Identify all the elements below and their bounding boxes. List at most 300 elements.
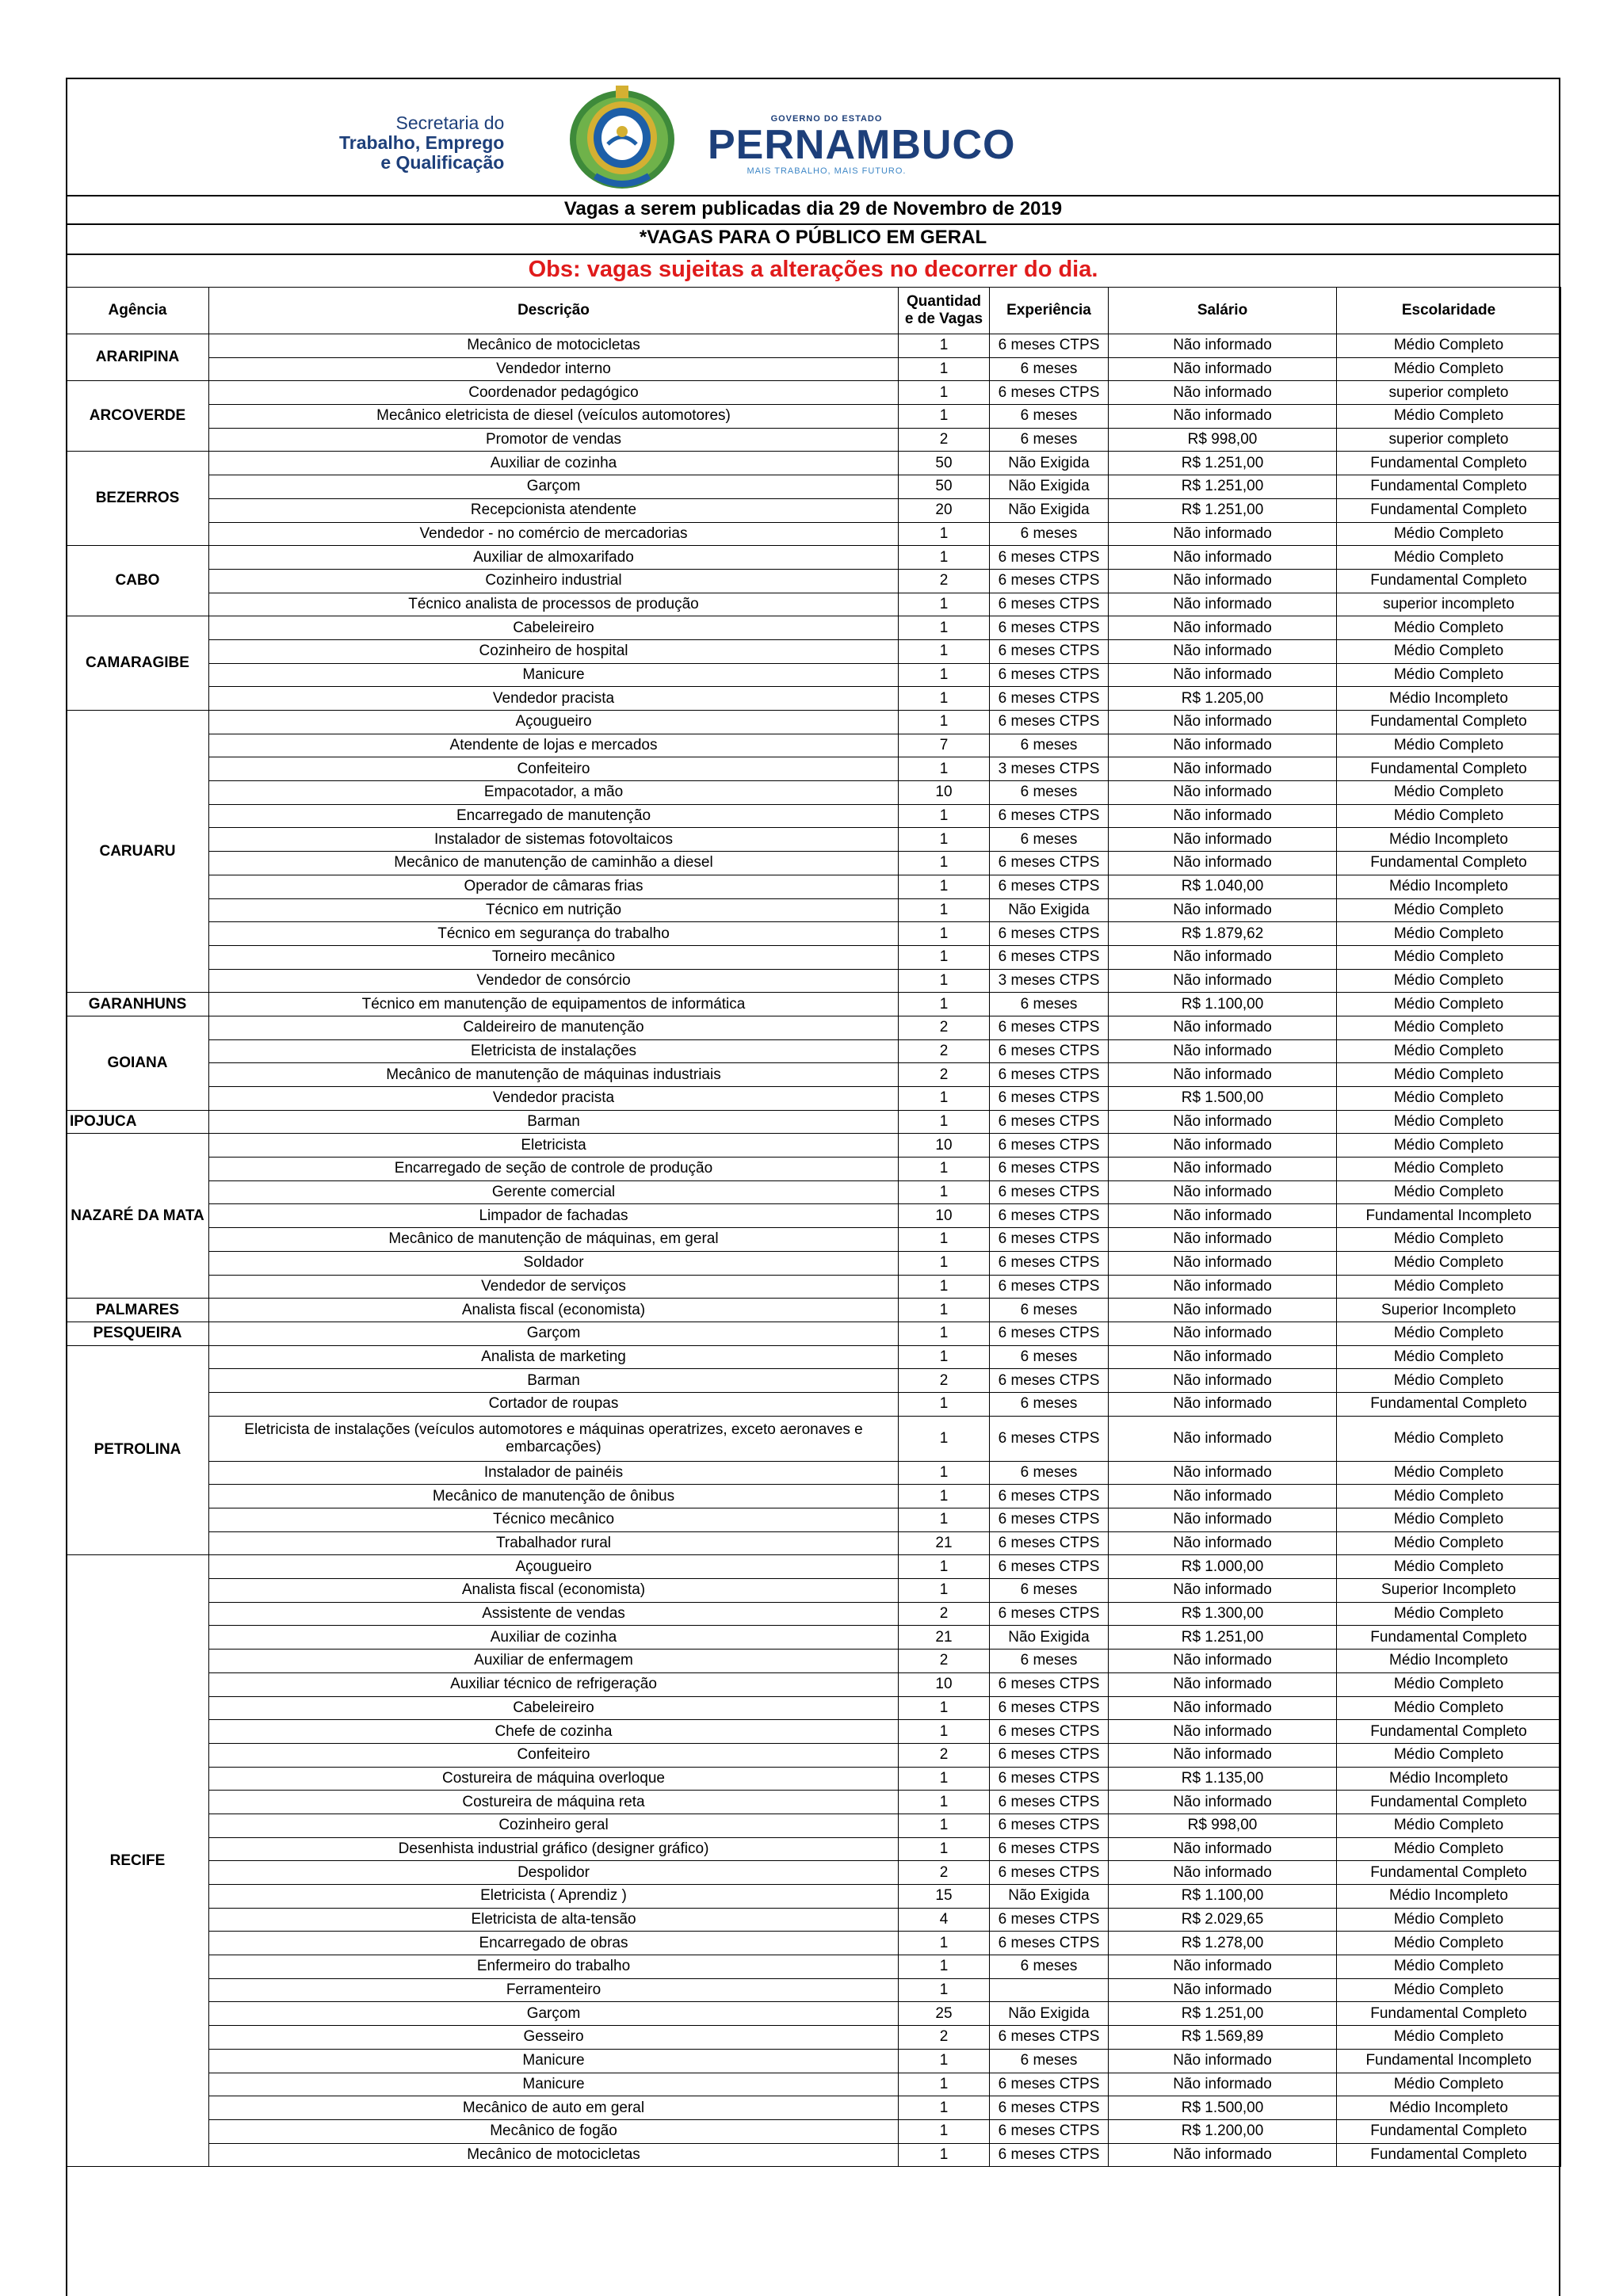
- descricao-cell: Garçom: [209, 475, 899, 499]
- escolaridade-cell: Médio Completo: [1337, 1955, 1561, 1979]
- table-row: [67, 1672, 1561, 1696]
- descricao-cell: Encarregado de obras: [209, 1932, 899, 1955]
- table-row: [67, 1626, 1561, 1650]
- escolaridade-cell: Fundamental Completo: [1337, 711, 1561, 734]
- escolaridade-cell: Médio Completo: [1337, 1461, 1561, 1485]
- salario-cell: R$ 1.000,00: [1109, 1555, 1337, 1579]
- descricao-cell: Ferramenteiro: [209, 1978, 899, 2002]
- table-row: [67, 993, 1561, 1016]
- quantidade-cell: 7: [899, 734, 990, 757]
- salario-cell: Não informado: [1109, 2073, 1337, 2096]
- descricao-cell: Encarregado de seção de controle de produção: [209, 1158, 899, 1181]
- quantidade-cell: 10: [899, 1204, 990, 1228]
- quantidade-cell: 1: [899, 922, 990, 946]
- salario-cell: Não informado: [1109, 1508, 1337, 1532]
- salario-cell: R$ 1.569,89: [1109, 2026, 1337, 2050]
- descricao-cell: Recepcionista atendente: [209, 498, 899, 522]
- experiencia-cell: 6 meses CTPS: [990, 1837, 1109, 1861]
- descricao-cell: Limpador de fachadas: [209, 1204, 899, 1228]
- quantidade-cell: 1: [899, 2119, 990, 2143]
- salario-cell: Não informado: [1109, 1345, 1337, 1369]
- experiencia-cell: 6 meses CTPS: [990, 1369, 1109, 1393]
- table-row: [67, 2026, 1561, 2050]
- salario-cell: Não informado: [1109, 898, 1337, 922]
- quantidade-cell: 1: [899, 1110, 990, 1134]
- quantidade-cell: 2: [899, 1743, 990, 1767]
- experiencia-cell: 6 meses: [990, 405, 1109, 429]
- quantidade-cell: 1: [899, 2143, 990, 2167]
- experiencia-cell: 6 meses CTPS: [990, 1158, 1109, 1181]
- escolaridade-cell: Médio Completo: [1337, 781, 1561, 805]
- escolaridade-cell: Fundamental Completo: [1337, 452, 1561, 475]
- agencia-cell: PETROLINA: [67, 1345, 209, 1555]
- table-row: [67, 1299, 1561, 1322]
- escolaridade-cell: Médio Completo: [1337, 1087, 1561, 1111]
- descricao-cell: Chefe de cozinha: [209, 1720, 899, 1744]
- experiencia-cell: 6 meses CTPS: [990, 1416, 1109, 1461]
- table-row: [67, 804, 1561, 828]
- experiencia-cell: 6 meses: [990, 522, 1109, 546]
- salario-cell: Não informado: [1109, 1204, 1337, 1228]
- descricao-cell: Analista fiscal (economista): [209, 1579, 899, 1603]
- experiencia-cell: 6 meses CTPS: [990, 1861, 1109, 1885]
- escolaridade-cell: superior incompleto: [1337, 593, 1561, 616]
- secretaria-line1: Secretaria do: [395, 113, 505, 133]
- quantidade-cell: 4: [899, 1908, 990, 1932]
- descricao-cell: Barman: [209, 1110, 899, 1134]
- escolaridade-cell: Médio Completo: [1337, 1508, 1561, 1532]
- descricao-cell: Açougueiro: [209, 1555, 899, 1579]
- escolaridade-cell: Fundamental Completo: [1337, 1626, 1561, 1650]
- table-row: [67, 1087, 1561, 1111]
- experiencia-cell: 6 meses CTPS: [990, 1672, 1109, 1696]
- descricao-cell: Manicure: [209, 2073, 899, 2096]
- agencia-cell: RECIFE: [67, 1555, 209, 2167]
- salario-cell: Não informado: [1109, 1110, 1337, 1134]
- table-row: [67, 1228, 1561, 1252]
- experiencia-cell: 6 meses CTPS: [990, 945, 1109, 969]
- descricao-cell: Cabeleireiro: [209, 1696, 899, 1720]
- table-row: [67, 875, 1561, 898]
- table-row: [67, 1392, 1561, 1416]
- experiencia-cell: 6 meses CTPS: [990, 1814, 1109, 1837]
- escolaridade-cell: Fundamental Completo: [1337, 1392, 1561, 1416]
- quantidade-cell: 1: [899, 1251, 990, 1275]
- descricao-cell: Confeiteiro: [209, 1743, 899, 1767]
- col-salario: Salário: [1109, 288, 1337, 334]
- quantidade-cell: 15: [899, 1885, 990, 1909]
- table-row: [67, 1837, 1561, 1861]
- salario-cell: Não informado: [1109, 1672, 1337, 1696]
- table-row: [67, 1275, 1561, 1299]
- quantidade-cell: 1: [899, 1087, 990, 1111]
- escolaridade-cell: Médio Incompleto: [1337, 1650, 1561, 1673]
- experiencia-cell: 6 meses: [990, 993, 1109, 1016]
- salario-cell: Não informado: [1109, 828, 1337, 852]
- table-row: [67, 2073, 1561, 2096]
- escolaridade-cell: Médio Completo: [1337, 734, 1561, 757]
- experiencia-cell: 6 meses CTPS: [990, 2119, 1109, 2143]
- descricao-cell: Torneiro mecânico: [209, 945, 899, 969]
- experiencia-cell: 6 meses CTPS: [990, 1039, 1109, 1063]
- escolaridade-cell: Médio Completo: [1337, 663, 1561, 687]
- descricao-cell: Gesseiro: [209, 2026, 899, 2050]
- descricao-cell: Mecânico eletricista de diesel (veículos automotores): [209, 405, 899, 429]
- escolaridade-cell: Médio Completo: [1337, 1063, 1561, 1087]
- experiencia-cell: 6 meses CTPS: [990, 2073, 1109, 2096]
- table-row: [67, 1743, 1561, 1767]
- escolaridade-cell: Fundamental Completo: [1337, 757, 1561, 781]
- experiencia-cell: 6 meses CTPS: [990, 687, 1109, 711]
- salario-cell: R$ 1.251,00: [1109, 452, 1337, 475]
- descricao-cell: Mecânico de motocicletas: [209, 2143, 899, 2167]
- escolaridade-cell: Médio Completo: [1337, 1485, 1561, 1508]
- escolaridade-cell: Médio Completo: [1337, 1814, 1561, 1837]
- descricao-cell: Mecânico de manutenção de ônibus: [209, 1485, 899, 1508]
- descricao-cell: Mecânico de auto em geral: [209, 2096, 899, 2120]
- quantidade-cell: 1: [899, 616, 990, 640]
- header-logos: [66, 78, 1560, 195]
- table-row: [67, 357, 1561, 381]
- descricao-cell: Caldeireiro de manutenção: [209, 1016, 899, 1039]
- table-row: [67, 757, 1561, 781]
- salario-cell: Não informado: [1109, 616, 1337, 640]
- quantidade-cell: 2: [899, 1369, 990, 1393]
- experiencia-cell: 6 meses: [990, 1579, 1109, 1603]
- salario-cell: Não informado: [1109, 1720, 1337, 1744]
- experiencia-cell: 6 meses CTPS: [990, 1696, 1109, 1720]
- table-row: [67, 381, 1561, 405]
- table-row: [67, 1345, 1561, 1369]
- escolaridade-cell: Médio Incompleto: [1337, 828, 1561, 852]
- table-row: [67, 2096, 1561, 2120]
- salario-cell: R$ 1.100,00: [1109, 993, 1337, 1016]
- salario-cell: Não informado: [1109, 405, 1337, 429]
- banner-title: Vagas a serem publicadas dia 29 de Novembro de 2019: [563, 198, 1063, 219]
- salario-cell: Não informado: [1109, 1416, 1337, 1461]
- quantidade-cell: 1: [899, 1392, 990, 1416]
- escolaridade-cell: Fundamental Completo: [1337, 475, 1561, 499]
- table-row: [67, 1555, 1561, 1579]
- descricao-cell: Vendedor - no comércio de mercadorias: [209, 522, 899, 546]
- quantidade-cell: 1: [899, 1837, 990, 1861]
- table-row: [67, 1955, 1561, 1979]
- descricao-cell: Auxiliar técnico de refrigeração: [209, 1672, 899, 1696]
- experiencia-cell: [990, 1978, 1109, 2002]
- quantidade-cell: 1: [899, 546, 990, 570]
- salario-cell: Não informado: [1109, 1861, 1337, 1885]
- escolaridade-cell: Fundamental Completo: [1337, 2119, 1561, 2143]
- quantidade-cell: 10: [899, 1672, 990, 1696]
- escolaridade-cell: superior completo: [1337, 381, 1561, 405]
- salario-cell: Não informado: [1109, 1392, 1337, 1416]
- descricao-cell: Auxiliar de cozinha: [209, 452, 899, 475]
- escolaridade-cell: Médio Completo: [1337, 522, 1561, 546]
- escolaridade-cell: Fundamental Completo: [1337, 569, 1561, 593]
- table-row: [67, 969, 1561, 993]
- quantidade-cell: 1: [899, 334, 990, 358]
- escolaridade-cell: Médio Completo: [1337, 1672, 1561, 1696]
- descricao-cell: Encarregado de manutenção: [209, 804, 899, 828]
- escolaridade-cell: Médio Completo: [1337, 1696, 1561, 1720]
- quantidade-cell: 1: [899, 405, 990, 429]
- quantidade-cell: 1: [899, 1932, 990, 1955]
- quantidade-cell: 1: [899, 1767, 990, 1791]
- descricao-cell: Eletricista de instalações (veículos automotores e máquinas operatrizes, exceto aeronaves e embarcações): [209, 1416, 899, 1461]
- agencia-cell: GARANHUNS: [67, 993, 209, 1016]
- salario-cell: Não informado: [1109, 2049, 1337, 2073]
- table-row: [67, 405, 1561, 429]
- salario-cell: Não informado: [1109, 852, 1337, 875]
- escolaridade-cell: Médio Completo: [1337, 1134, 1561, 1158]
- escolaridade-cell: Médio Completo: [1337, 1555, 1561, 1579]
- secretaria-logo: [339, 113, 504, 173]
- experiencia-cell: 6 meses CTPS: [990, 1791, 1109, 1814]
- descricao-cell: Vendedor pracista: [209, 1087, 899, 1111]
- escolaridade-cell: Médio Completo: [1337, 546, 1561, 570]
- escolaridade-cell: Médio Completo: [1337, 1978, 1561, 2002]
- salario-cell: Não informado: [1109, 1696, 1337, 1720]
- descricao-cell: Mecânico de manutenção de caminhão a diesel: [209, 852, 899, 875]
- salario-cell: Não informado: [1109, 663, 1337, 687]
- descricao-cell: Mecânico de fogão: [209, 2119, 899, 2143]
- descricao-cell: Operador de câmaras frias: [209, 875, 899, 898]
- table-row: [67, 1650, 1561, 1673]
- experiencia-cell: 6 meses: [990, 428, 1109, 452]
- experiencia-cell: 6 meses: [990, 1461, 1109, 1485]
- experiencia-cell: 6 meses CTPS: [990, 569, 1109, 593]
- experiencia-cell: Não Exigida: [990, 1626, 1109, 1650]
- salario-cell: R$ 1.100,00: [1109, 1885, 1337, 1909]
- agencia-cell: PESQUEIRA: [67, 1322, 209, 1345]
- table-row: [67, 1579, 1561, 1603]
- salario-cell: Não informado: [1109, 1322, 1337, 1345]
- table-row: [67, 616, 1561, 640]
- table-row: [67, 1251, 1561, 1275]
- descricao-cell: Trabalhador rural: [209, 1531, 899, 1555]
- experiencia-cell: 6 meses CTPS: [990, 1908, 1109, 1932]
- escolaridade-cell: Médio Completo: [1337, 1158, 1561, 1181]
- escolaridade-cell: Médio Completo: [1337, 922, 1561, 946]
- experiencia-cell: 6 meses CTPS: [990, 1508, 1109, 1532]
- descricao-cell: Técnico mecânico: [209, 1508, 899, 1532]
- salario-cell: R$ 1.040,00: [1109, 875, 1337, 898]
- experiencia-cell: 6 meses CTPS: [990, 1016, 1109, 1039]
- table-row: [67, 1134, 1561, 1158]
- experiencia-cell: 6 meses: [990, 1650, 1109, 1673]
- quantidade-cell: 1: [899, 1416, 990, 1461]
- vagas-table-body: [67, 334, 1561, 2167]
- experiencia-cell: 6 meses CTPS: [990, 1180, 1109, 1204]
- quantidade-cell: 1: [899, 945, 990, 969]
- table-row: [67, 1110, 1561, 1134]
- table-row: [67, 2119, 1561, 2143]
- table-row: [67, 639, 1561, 663]
- experiencia-cell: 6 meses CTPS: [990, 1110, 1109, 1134]
- salario-cell: R$ 1.500,00: [1109, 1087, 1337, 1111]
- escolaridade-cell: Fundamental Completo: [1337, 852, 1561, 875]
- agencia-cell: CAMARAGIBE: [67, 616, 209, 711]
- salario-cell: Não informado: [1109, 1531, 1337, 1555]
- experiencia-cell: Não Exigida: [990, 898, 1109, 922]
- salario-cell: R$ 1.205,00: [1109, 687, 1337, 711]
- experiencia-cell: 6 meses CTPS: [990, 1531, 1109, 1555]
- descricao-cell: Mecânico de motocicletas: [209, 334, 899, 358]
- descricao-cell: Técnico em segurança do trabalho: [209, 922, 899, 946]
- descricao-cell: Cortador de roupas: [209, 1392, 899, 1416]
- quantidade-cell: 2: [899, 1861, 990, 1885]
- quantidade-cell: 50: [899, 475, 990, 499]
- descricao-cell: Eletricista de instalações: [209, 1039, 899, 1063]
- quantidade-cell: 1: [899, 1814, 990, 1837]
- escolaridade-cell: Fundamental Completo: [1337, 2143, 1561, 2167]
- table-row: [67, 1696, 1561, 1720]
- experiencia-cell: Não Exigida: [990, 1885, 1109, 1909]
- experiencia-cell: 6 meses CTPS: [990, 546, 1109, 570]
- quantidade-cell: 20: [899, 498, 990, 522]
- table-row: [67, 1908, 1561, 1932]
- divider: [66, 223, 1560, 225]
- salario-cell: Não informado: [1109, 2143, 1337, 2167]
- descricao-cell: Mecânico de manutenção de máquinas, em geral: [209, 1228, 899, 1252]
- salario-cell: Não informado: [1109, 1275, 1337, 1299]
- quantidade-cell: 2: [899, 1016, 990, 1039]
- descricao-cell: Vendedor interno: [209, 357, 899, 381]
- experiencia-cell: 6 meses: [990, 2049, 1109, 2073]
- descricao-cell: Analista fiscal (economista): [209, 1299, 899, 1322]
- experiencia-cell: Não Exigida: [990, 2002, 1109, 2026]
- table-row: [67, 1932, 1561, 1955]
- descricao-cell: Instalador de sistemas fotovoltaicos: [209, 828, 899, 852]
- agencia-cell: PALMARES: [67, 1299, 209, 1322]
- salario-cell: Não informado: [1109, 945, 1337, 969]
- escolaridade-cell: Médio Completo: [1337, 1416, 1561, 1461]
- table-row: [67, 852, 1561, 875]
- escolaridade-cell: Médio Completo: [1337, 1908, 1561, 1932]
- experiencia-cell: 6 meses CTPS: [990, 381, 1109, 405]
- experiencia-cell: 6 meses CTPS: [990, 1602, 1109, 1626]
- escolaridade-cell: Médio Completo: [1337, 1228, 1561, 1252]
- table-row: [67, 1369, 1561, 1393]
- escolaridade-cell: Médio Completo: [1337, 804, 1561, 828]
- salario-cell: R$ 1.135,00: [1109, 1767, 1337, 1791]
- descricao-cell: Técnico em nutrição: [209, 898, 899, 922]
- table-row: [67, 1767, 1561, 1791]
- experiencia-cell: 6 meses CTPS: [990, 1743, 1109, 1767]
- descricao-cell: Atendente de lojas e mercados: [209, 734, 899, 757]
- quantidade-cell: 1: [899, 2096, 990, 2120]
- salario-cell: Não informado: [1109, 1791, 1337, 1814]
- experiencia-cell: 6 meses CTPS: [990, 663, 1109, 687]
- quantidade-cell: 1: [899, 852, 990, 875]
- quantidade-cell: 1: [899, 1158, 990, 1181]
- salario-cell: R$ 1.879,62: [1109, 922, 1337, 946]
- salario-cell: Não informado: [1109, 969, 1337, 993]
- descricao-cell: Cozinheiro geral: [209, 1814, 899, 1837]
- descricao-cell: Vendedor de consórcio: [209, 969, 899, 993]
- descricao-cell: Empacotador, a mão: [209, 781, 899, 805]
- quantidade-cell: 1: [899, 639, 990, 663]
- banner-obs: Obs: vagas sujeitas a alterações no decorrer do dia.: [528, 257, 1098, 282]
- quantidade-cell: 1: [899, 898, 990, 922]
- salario-cell: Não informado: [1109, 1461, 1337, 1485]
- quantidade-cell: 1: [899, 381, 990, 405]
- salario-cell: Não informado: [1109, 1978, 1337, 2002]
- salario-cell: Não informado: [1109, 757, 1337, 781]
- quantidade-cell: 2: [899, 1039, 990, 1063]
- descricao-cell: Confeiteiro: [209, 757, 899, 781]
- salario-cell: Não informado: [1109, 334, 1337, 358]
- quantidade-cell: 1: [899, 687, 990, 711]
- escolaridade-cell: Fundamental Completo: [1337, 1720, 1561, 1744]
- experiencia-cell: 6 meses: [990, 1299, 1109, 1322]
- escolaridade-cell: Médio Completo: [1337, 334, 1561, 358]
- escolaridade-cell: Médio Completo: [1337, 2073, 1561, 2096]
- salario-cell: Não informado: [1109, 711, 1337, 734]
- quantidade-cell: 1: [899, 1322, 990, 1345]
- escolaridade-cell: Médio Completo: [1337, 1743, 1561, 1767]
- escolaridade-cell: Médio Completo: [1337, 969, 1561, 993]
- quantidade-cell: 10: [899, 781, 990, 805]
- quantidade-cell: 1: [899, 993, 990, 1016]
- descricao-cell: Promotor de vendas: [209, 428, 899, 452]
- salario-cell: Não informado: [1109, 1837, 1337, 1861]
- governo-pernambuco-logo: [708, 114, 1016, 176]
- table-row: [67, 711, 1561, 734]
- secretaria-line3: e Qualificação: [380, 152, 505, 173]
- experiencia-cell: Não Exigida: [990, 452, 1109, 475]
- descricao-cell: Mecânico de manutenção de máquinas industriais: [209, 1063, 899, 1087]
- experiencia-cell: 6 meses CTPS: [990, 875, 1109, 898]
- experiencia-cell: 6 meses CTPS: [990, 2026, 1109, 2050]
- table-row: [67, 1485, 1561, 1508]
- experiencia-cell: Não Exigida: [990, 498, 1109, 522]
- salario-cell: R$ 1.251,00: [1109, 1626, 1337, 1650]
- col-descricao: Descrição: [209, 288, 899, 334]
- quantidade-cell: 1: [899, 1180, 990, 1204]
- quantidade-cell: 1: [899, 593, 990, 616]
- agencia-cell: NAZARÉ DA MATA: [67, 1134, 209, 1299]
- escolaridade-cell: Médio Completo: [1337, 2026, 1561, 2050]
- salario-cell: Não informado: [1109, 1228, 1337, 1252]
- descricao-cell: Auxiliar de cozinha: [209, 1626, 899, 1650]
- quantidade-cell: 1: [899, 2049, 990, 2073]
- experiencia-cell: 6 meses: [990, 1392, 1109, 1416]
- table-row: [67, 1602, 1561, 1626]
- salario-cell: Não informado: [1109, 1016, 1337, 1039]
- table-row: [67, 593, 1561, 616]
- salario-cell: Não informado: [1109, 781, 1337, 805]
- descricao-cell: Eletricista: [209, 1134, 899, 1158]
- salario-cell: R$ 1.251,00: [1109, 475, 1337, 499]
- table-row: [67, 945, 1561, 969]
- descricao-cell: Auxiliar de almoxarifado: [209, 546, 899, 570]
- quantidade-cell: 2: [899, 428, 990, 452]
- salario-cell: Não informado: [1109, 734, 1337, 757]
- table-row: [67, 1204, 1561, 1228]
- quantidade-cell: 1: [899, 1955, 990, 1979]
- agencia-cell: IPOJUCA: [67, 1110, 209, 1134]
- table-row: [67, 1039, 1561, 1063]
- descricao-cell: Despolidor: [209, 1861, 899, 1885]
- quantidade-cell: 1: [899, 1791, 990, 1814]
- table-row: [67, 1508, 1561, 1532]
- descricao-cell: Eletricista de alta-tensão: [209, 1908, 899, 1932]
- experiencia-cell: 6 meses CTPS: [990, 711, 1109, 734]
- experiencia-cell: 6 meses CTPS: [990, 334, 1109, 358]
- escolaridade-cell: Superior Incompleto: [1337, 1299, 1561, 1322]
- escolaridade-cell: Médio Incompleto: [1337, 1885, 1561, 1909]
